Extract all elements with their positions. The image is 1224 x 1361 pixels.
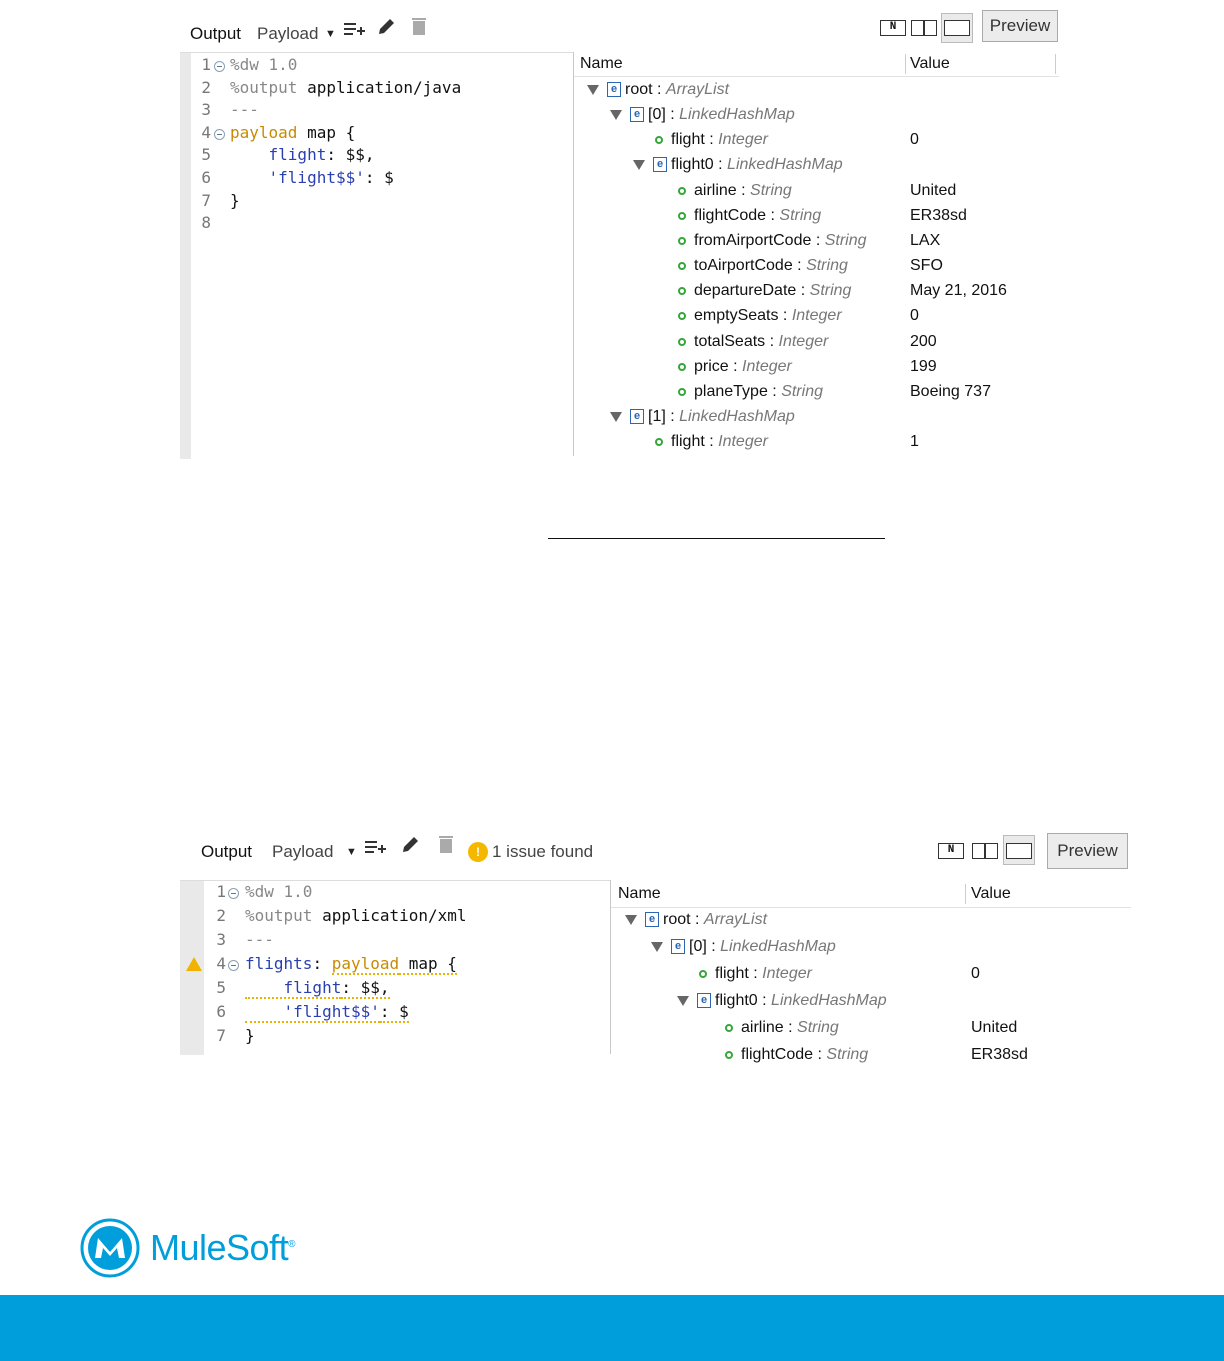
code-token: : $ xyxy=(364,168,394,187)
node-name: planeType xyxy=(694,382,768,400)
chevron-down-icon[interactable]: ▼ xyxy=(346,846,357,858)
output-label: Output xyxy=(190,24,242,43)
trash-icon[interactable] xyxy=(411,16,427,36)
column-divider xyxy=(1055,54,1056,74)
type-separator: : xyxy=(765,332,779,350)
node-type: LinkedHashMap xyxy=(679,407,795,425)
tree-node-label xyxy=(648,408,795,426)
mulesoft-logo xyxy=(80,1218,295,1278)
tree-row[interactable] xyxy=(611,1016,1131,1041)
tree-node-label xyxy=(694,333,828,351)
type-separator: : xyxy=(704,131,719,149)
node-value: ER38sd xyxy=(910,206,967,224)
node-name: totalSeats xyxy=(694,332,766,350)
type-separator: : xyxy=(796,282,810,300)
code-token: %dw 1.0 xyxy=(230,55,298,74)
column-divider[interactable] xyxy=(905,54,906,74)
code-token: flight xyxy=(245,978,342,997)
code-line[interactable] xyxy=(180,78,573,101)
line-number: 4 xyxy=(201,122,211,142)
logo-wordmark xyxy=(150,1227,295,1269)
add-list-icon[interactable] xyxy=(364,836,386,856)
view-full-toggle[interactable] xyxy=(941,13,973,43)
node-value: Boeing 737 xyxy=(910,382,991,400)
chevron-down-icon[interactable]: ▼ xyxy=(325,28,336,40)
code-text xyxy=(230,191,240,210)
field-icon xyxy=(678,388,686,396)
tree-node-label xyxy=(741,1046,868,1064)
output-tree xyxy=(573,52,1059,456)
node-name: airline xyxy=(694,181,737,199)
expand-triangle-icon[interactable] xyxy=(625,915,637,925)
code-token: : $$, xyxy=(341,978,390,997)
tree-node-label xyxy=(625,81,729,99)
type-separator: : xyxy=(706,938,721,955)
node-type: String xyxy=(779,206,822,224)
node-name: flight xyxy=(671,131,705,149)
element-icon: e xyxy=(697,993,711,1008)
tree-row[interactable] xyxy=(574,153,1059,178)
line-number: 7 xyxy=(201,190,211,210)
fold-toggle-icon[interactable] xyxy=(228,888,239,899)
code-line[interactable] xyxy=(180,168,573,191)
code-token: --- xyxy=(245,930,274,949)
trademark: ® xyxy=(288,1239,295,1250)
type-separator: : xyxy=(792,257,807,275)
code-line[interactable] xyxy=(180,191,573,214)
type-separator: : xyxy=(704,433,719,451)
line-number: 2 xyxy=(216,906,226,925)
node-type: LinkedHashMap xyxy=(720,938,836,955)
code-line[interactable] xyxy=(180,100,573,123)
code-text xyxy=(230,100,259,119)
node-value: 199 xyxy=(910,357,937,375)
node-type: Integer xyxy=(778,332,829,350)
tree-row[interactable] xyxy=(574,103,1059,128)
field-icon xyxy=(725,1051,733,1059)
tree-row[interactable] xyxy=(574,254,1059,279)
field-icon xyxy=(678,338,686,346)
node-type: String xyxy=(809,282,852,300)
code-line[interactable] xyxy=(180,1002,610,1025)
line-number: 3 xyxy=(201,100,211,120)
node-name: airline xyxy=(741,1019,784,1036)
node-name: root xyxy=(663,911,691,928)
tree-row[interactable] xyxy=(574,78,1059,103)
node-type: ArrayList xyxy=(665,81,730,98)
code-line[interactable] xyxy=(180,978,610,1001)
node-name: flightCode xyxy=(694,206,767,224)
node-value: United xyxy=(971,1019,1018,1036)
tree-row[interactable] xyxy=(611,989,1131,1014)
line-number: 3 xyxy=(216,930,226,949)
tree-row[interactable] xyxy=(574,380,1059,405)
type-separator: : xyxy=(736,181,751,199)
code-token: flight xyxy=(230,145,327,165)
node-type: ArrayList xyxy=(703,911,768,928)
trash-icon[interactable] xyxy=(438,834,454,854)
node-type: Integer xyxy=(718,433,768,451)
node-value: LAX xyxy=(910,231,941,249)
code-text xyxy=(230,78,461,97)
node-type: String xyxy=(750,181,792,199)
payload-dropdown[interactable]: Payload xyxy=(272,842,334,861)
output-label: Output xyxy=(201,842,253,861)
node-type: String xyxy=(824,231,867,249)
code-line[interactable] xyxy=(180,1026,610,1049)
code-text xyxy=(245,1002,409,1021)
node-value: May 21, 2016 xyxy=(910,282,1007,300)
expand-triangle-icon[interactable] xyxy=(677,996,689,1006)
field-icon xyxy=(678,262,686,270)
tree-row[interactable] xyxy=(611,935,1131,960)
code-token: 'flight$$' xyxy=(245,1002,380,1021)
node-value: SFO xyxy=(910,257,943,275)
code-token: application/java xyxy=(297,77,462,97)
element-icon: e xyxy=(630,107,644,122)
view-single-icon[interactable]: N xyxy=(938,843,964,859)
view-split-icon[interactable] xyxy=(911,20,937,36)
code-line[interactable] xyxy=(180,55,573,78)
field-icon xyxy=(678,312,686,320)
expand-triangle-icon[interactable] xyxy=(610,110,622,120)
node-name: flight xyxy=(671,433,705,451)
field-icon xyxy=(725,1024,733,1032)
node-name: flight0 xyxy=(671,156,714,174)
tree-row[interactable] xyxy=(611,962,1131,987)
fold-toggle-icon[interactable] xyxy=(214,129,225,140)
tree-row[interactable] xyxy=(574,128,1059,153)
type-separator: : xyxy=(690,911,704,928)
code-token: application/xml xyxy=(312,906,467,925)
type-separator: : xyxy=(665,106,680,124)
type-separator: : xyxy=(713,156,728,174)
element-icon: e xyxy=(630,409,644,424)
tree-row[interactable] xyxy=(574,279,1059,304)
code-text xyxy=(230,168,394,187)
line-number: 1 xyxy=(216,882,226,901)
node-name: departureDate xyxy=(694,282,797,300)
code-line[interactable] xyxy=(180,954,610,977)
node-name: emptySeats xyxy=(694,307,779,325)
field-icon xyxy=(678,363,686,371)
tree-row[interactable] xyxy=(574,355,1059,380)
code-editor[interactable] xyxy=(180,52,573,459)
type-separator: : xyxy=(766,206,780,224)
node-name: [1] xyxy=(648,407,666,425)
code-token: payload xyxy=(230,122,298,142)
mulesoft-logo-icon xyxy=(80,1218,140,1278)
footer-bar xyxy=(0,1295,1224,1361)
code-text xyxy=(245,954,457,973)
tree-header xyxy=(611,880,1131,908)
view-full-toggle[interactable] xyxy=(1003,835,1035,865)
node-name: flight0 xyxy=(715,992,758,1009)
code-text xyxy=(230,145,375,164)
warning-icon: ! xyxy=(468,842,488,862)
collection-icon: e xyxy=(607,82,621,97)
tree-node-label xyxy=(741,1019,839,1037)
type-separator: : xyxy=(757,992,772,1009)
issue-text: 1 issue found xyxy=(492,842,594,861)
node-type: LinkedHashMap xyxy=(771,992,887,1009)
type-separator: : xyxy=(767,382,782,400)
top-transform-panel xyxy=(180,8,1064,460)
line-number: 7 xyxy=(216,1026,226,1045)
field-icon xyxy=(655,438,663,446)
name-column-header[interactable]: Name xyxy=(580,55,623,72)
value-column-header[interactable]: Value xyxy=(910,55,950,72)
top-toolbar xyxy=(180,8,1064,52)
tree-node-label xyxy=(715,992,887,1010)
code-token: %output xyxy=(230,77,298,97)
tree-row[interactable] xyxy=(574,330,1059,355)
node-type: Integer xyxy=(718,131,768,149)
node-value: 0 xyxy=(910,131,919,149)
node-type: LinkedHashMap xyxy=(679,106,795,124)
line-number: 2 xyxy=(201,77,211,97)
code-editor[interactable] xyxy=(180,880,610,1055)
tree-node-label xyxy=(715,965,812,983)
type-separator: : xyxy=(813,1046,827,1063)
preview-button[interactable]: Preview xyxy=(982,10,1058,42)
type-separator: : xyxy=(652,81,666,98)
code-text xyxy=(230,55,297,74)
code-token: map { xyxy=(399,954,457,973)
field-icon xyxy=(699,970,707,978)
view-split-icon[interactable] xyxy=(972,843,998,859)
pencil-icon[interactable] xyxy=(400,835,420,855)
node-value: ER38sd xyxy=(971,1046,1028,1063)
line-number: 5 xyxy=(201,145,211,165)
code-text xyxy=(245,930,274,949)
code-token: %output xyxy=(245,906,313,925)
logo-text: MuleSoft xyxy=(150,1227,289,1268)
code-token: %dw 1.0 xyxy=(245,882,313,901)
code-token: } xyxy=(230,190,240,210)
node-type: String xyxy=(806,257,848,275)
tree-row[interactable] xyxy=(574,304,1059,329)
type-separator: : xyxy=(665,407,680,425)
node-value: 200 xyxy=(910,332,937,350)
tree-header xyxy=(574,52,1059,77)
node-name: [0] xyxy=(689,938,707,955)
code-token: : xyxy=(312,954,332,973)
bottom-transform-panel xyxy=(180,826,1130,1063)
value-column-header[interactable]: Value xyxy=(971,885,1011,902)
code-token: payload xyxy=(331,954,400,973)
code-line[interactable] xyxy=(180,930,610,953)
code-token: map { xyxy=(297,122,356,142)
tree-row[interactable] xyxy=(574,405,1059,430)
tree-row[interactable] xyxy=(611,1043,1131,1068)
node-type: String xyxy=(781,382,823,400)
line-number: 6 xyxy=(201,168,211,187)
node-name: price xyxy=(694,357,729,375)
tree-node-label xyxy=(671,156,843,174)
code-token: : $ xyxy=(379,1002,409,1021)
code-token: flights xyxy=(245,954,313,973)
field-icon xyxy=(678,237,686,245)
code-line[interactable] xyxy=(180,906,610,929)
tree-node-label xyxy=(648,106,795,124)
node-name: fromAirportCode xyxy=(694,231,812,249)
field-icon xyxy=(655,136,663,144)
line-number: 5 xyxy=(216,978,226,997)
code-line[interactable] xyxy=(180,213,573,236)
issue-indicator[interactable] xyxy=(468,842,593,862)
node-value: United xyxy=(910,181,957,199)
node-name: flightCode xyxy=(741,1046,814,1063)
node-name: toAirportCode xyxy=(694,257,793,275)
type-separator: : xyxy=(778,307,792,325)
tree-row[interactable] xyxy=(574,430,1059,455)
element-icon: e xyxy=(671,939,685,954)
expand-triangle-icon[interactable] xyxy=(610,412,622,422)
field-icon xyxy=(678,212,686,220)
node-name: root xyxy=(625,81,653,98)
code-text xyxy=(245,882,312,901)
code-text xyxy=(245,906,467,925)
collection-icon: e xyxy=(645,912,659,927)
type-separator: : xyxy=(783,1019,798,1036)
separator-line xyxy=(548,538,885,539)
line-number: 6 xyxy=(216,1002,226,1021)
code-line[interactable] xyxy=(180,123,573,146)
node-type: String xyxy=(826,1046,869,1063)
code-token: : $$, xyxy=(326,145,375,165)
node-type: Integer xyxy=(762,965,812,982)
line-number: 8 xyxy=(201,213,211,233)
code-line[interactable] xyxy=(180,145,573,168)
fold-toggle-icon[interactable] xyxy=(214,61,225,72)
bottom-toolbar xyxy=(180,826,1130,870)
output-tree xyxy=(610,880,1131,1063)
tree-node-label xyxy=(694,358,792,376)
warning-icon[interactable] xyxy=(186,957,202,971)
expand-triangle-icon[interactable] xyxy=(633,160,645,170)
node-name: [0] xyxy=(648,106,666,124)
node-name: flight xyxy=(715,965,749,982)
tree-node-label xyxy=(694,232,867,250)
node-value: 0 xyxy=(971,965,980,982)
line-number: 4 xyxy=(216,954,226,973)
name-column-header[interactable]: Name xyxy=(618,885,661,902)
type-separator: : xyxy=(811,231,825,249)
tree-node-label xyxy=(694,282,851,300)
code-line[interactable] xyxy=(180,882,610,905)
fold-toggle-icon[interactable] xyxy=(228,960,239,971)
tree-node-label xyxy=(671,131,768,149)
expand-triangle-icon[interactable] xyxy=(587,85,599,95)
tree-node-label xyxy=(694,182,792,200)
node-type: String xyxy=(797,1019,839,1036)
tree-row[interactable] xyxy=(611,908,1131,933)
payload-dropdown[interactable]: Payload xyxy=(257,24,319,43)
view-full-icon xyxy=(1006,843,1032,859)
node-type: Integer xyxy=(742,357,792,375)
expand-triangle-icon[interactable] xyxy=(651,942,663,952)
node-value: 0 xyxy=(910,307,919,325)
tree-node-label xyxy=(663,911,767,929)
pencil-icon[interactable] xyxy=(376,17,396,37)
tree-node-label xyxy=(694,207,821,225)
type-separator: : xyxy=(728,357,743,375)
tree-node-label xyxy=(694,383,823,401)
code-text xyxy=(230,123,355,142)
tree-node-label xyxy=(694,307,842,325)
node-value: 1 xyxy=(910,433,919,451)
code-token: } xyxy=(245,1026,255,1045)
node-type: LinkedHashMap xyxy=(727,156,843,174)
tree-node-label xyxy=(694,257,848,275)
field-icon xyxy=(678,287,686,295)
element-icon: e xyxy=(653,157,667,172)
view-full-icon xyxy=(944,20,970,36)
code-text xyxy=(245,1026,255,1045)
tree-row[interactable] xyxy=(574,179,1059,204)
column-divider[interactable] xyxy=(965,884,966,904)
line-number: 1 xyxy=(201,55,211,74)
code-token: 'flight$$' xyxy=(230,168,365,187)
tree-row[interactable] xyxy=(574,204,1059,229)
tree-row[interactable] xyxy=(574,229,1059,254)
field-icon xyxy=(678,187,686,195)
tree-node-label xyxy=(689,938,836,956)
type-separator: : xyxy=(748,965,763,982)
code-token: --- xyxy=(230,100,259,120)
code-text xyxy=(245,978,390,997)
node-type: Integer xyxy=(791,307,842,325)
preview-button[interactable]: Preview xyxy=(1047,833,1128,869)
tree-node-label xyxy=(671,433,768,451)
add-list-icon[interactable] xyxy=(343,18,365,38)
view-single-icon[interactable]: N xyxy=(880,20,906,36)
